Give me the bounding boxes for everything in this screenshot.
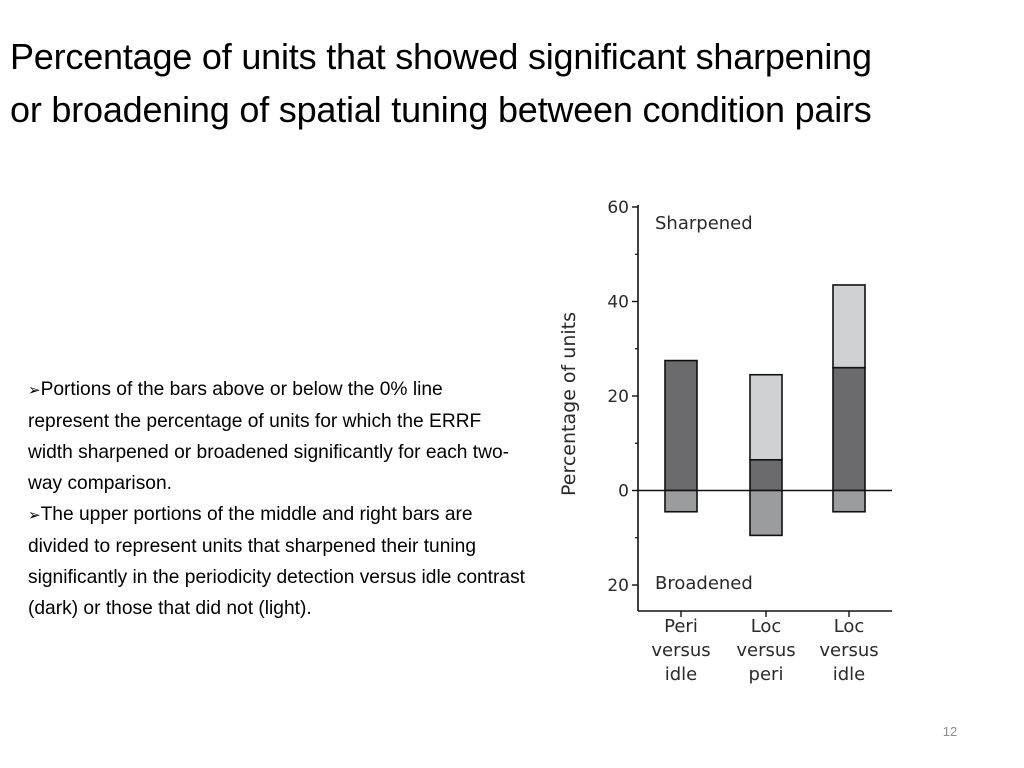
y-tick-label: 0 [618,481,629,502]
arrow-bullet-icon: ➢ [28,381,41,399]
bar-segment [750,460,782,491]
bullet-list [28,374,528,624]
x-tick-label: idle [664,664,698,685]
x-tick-label: idle [832,664,866,685]
bullet-text: Portions of the bars above or below the 0% line represent the percentage of units for which the ERRF width sharpened or broadened significantly for each two-way comparison. [28,379,510,494]
chart-plot-area [558,198,892,685]
y-tick-label: 20 [607,576,629,596]
page-number: 12 [942,724,958,739]
bullet-item [28,499,528,624]
x-tick-label: versus [819,640,879,661]
y-tick-label: 20 [607,387,629,407]
slide-title [10,30,1020,136]
bar-segment [833,491,865,512]
x-tick-label: versus [651,640,711,661]
bar-segment [833,368,865,491]
y-tick-label: 40 [607,292,629,313]
bar-segment [833,285,865,368]
annotation-sharpened: Sharpened [655,213,753,234]
annotation-broadened: Broadened [655,573,753,594]
x-tick-label: Loc [833,616,865,637]
bar-segment [665,491,697,512]
y-axis-label: Percentage of units [558,312,580,496]
x-tick-label: versus [736,640,796,661]
slide-title-line-2: or broadening of spatial tuning between condition pairs [10,89,872,130]
y-tick-label: 60 [607,198,629,218]
bar-segment [750,375,782,460]
arrow-bullet-icon: ➢ [28,506,41,524]
bar-chart [540,190,910,700]
bullet-item [28,374,528,499]
bar-segment [665,361,697,491]
bullet-text: The upper portions of the middle and right bars are divided to represent units that sharpened their tuning significantly in the periodicity detection versus idle contrast (dark) or those that did not (light). [28,504,525,619]
x-tick-label: Loc [750,616,782,637]
x-tick-label: Peri [664,616,698,637]
bar-segment [750,491,782,536]
slide-title-line-1: Percentage of units that showed significant sharpening [10,36,872,77]
x-tick-label: peri [748,664,784,685]
